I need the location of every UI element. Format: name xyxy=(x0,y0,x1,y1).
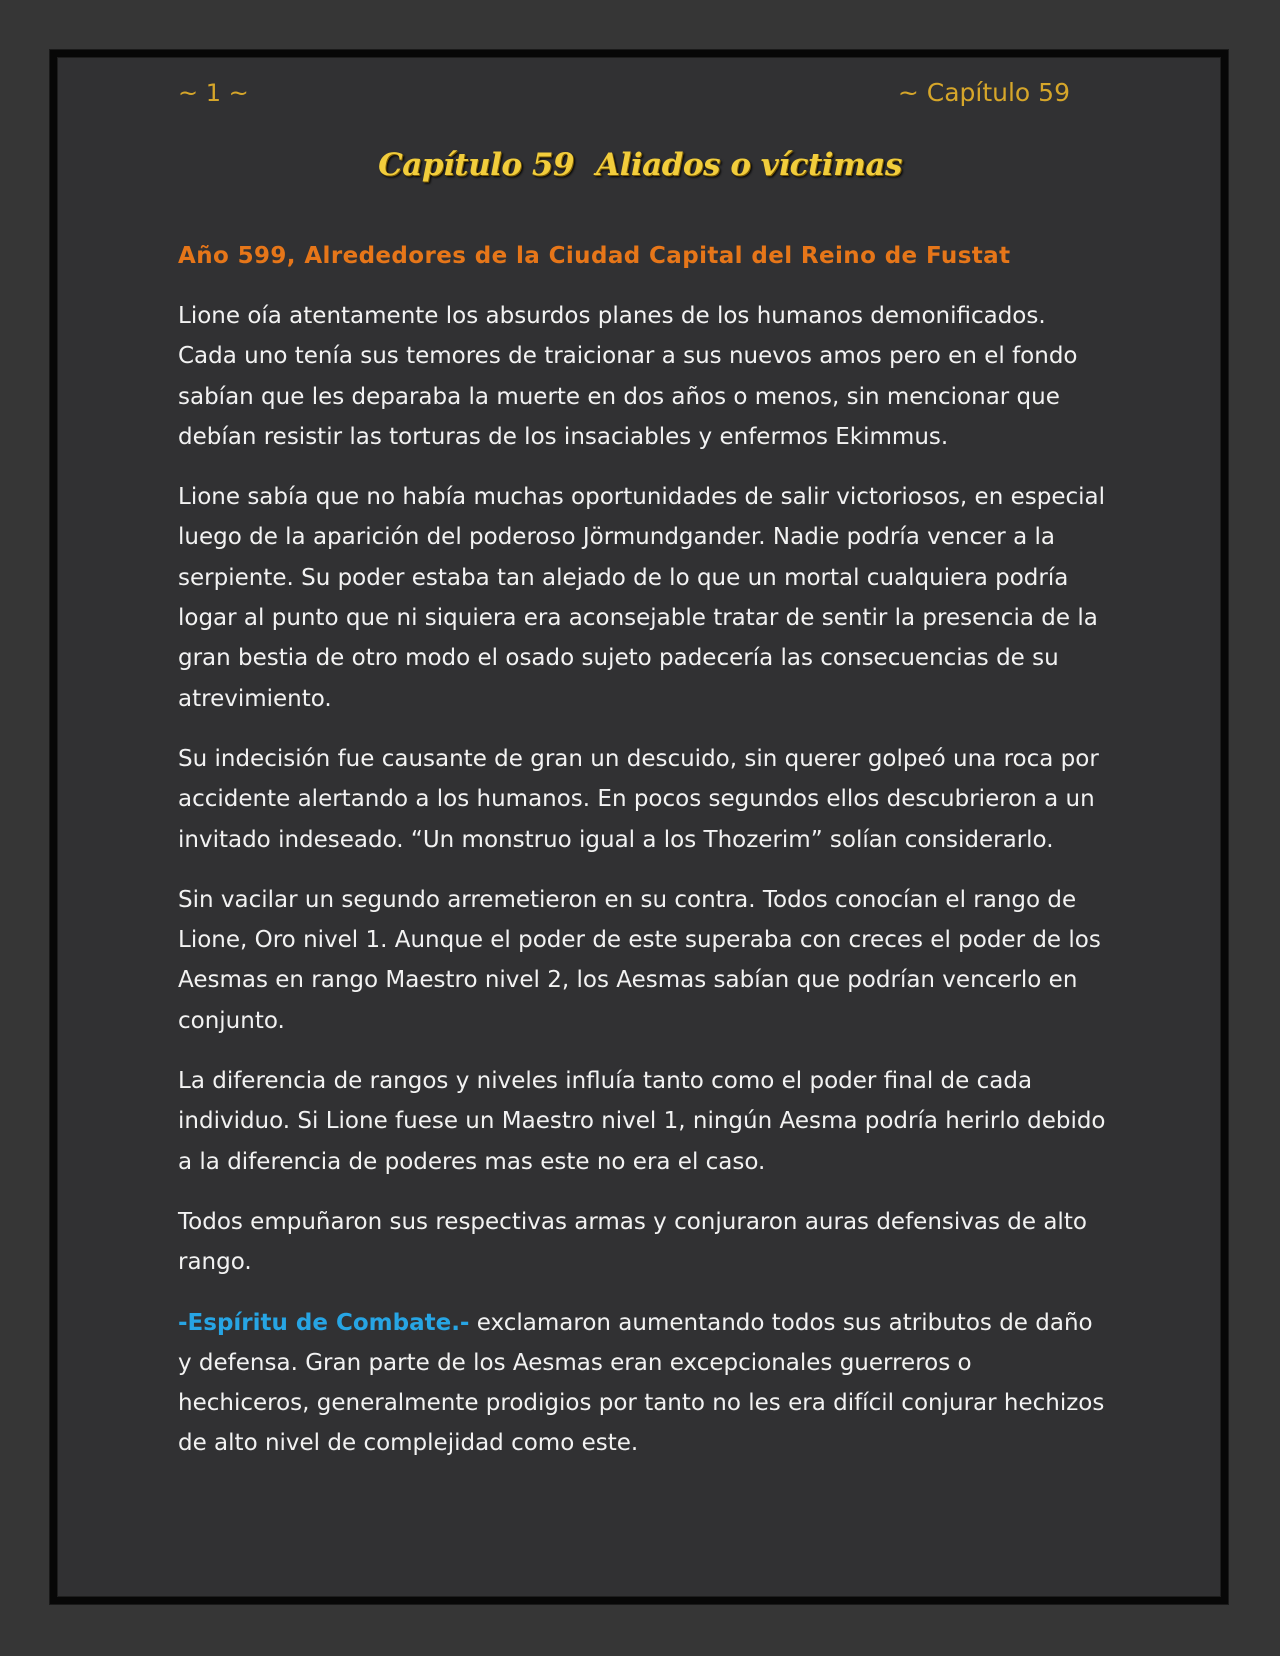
chapter-body xyxy=(178,296,1108,1484)
page-number: ~ 1 ~ xyxy=(178,79,249,107)
paragraph-7-text: exclamaron aumentando todos sus atributos de daño y defensa. Gran parte de los Aesmas eran excepcionales guerreros o hechiceros, generalmente prodigios por tanto no les era difícil conjurar hechizos de alto nivel de complejidad como este. xyxy=(178,1309,1105,1457)
chapter-title xyxy=(0,144,1280,186)
spell-name: -Espíritu de Combate.- xyxy=(178,1309,470,1336)
paragraph-7 xyxy=(178,1303,1108,1464)
paragraph-3: Su indecisión fue causante de gran un descuido, sin querer golpeó una roca por accidente alertando a los humanos. En pocos segundos ellos descubrieron a un invitado indeseado. “Un monstruo igual a los Thozerim” solían considerarlo. xyxy=(178,745,1099,853)
paragraph-4: Sin vacilar un segundo arremetieron en su contra. Todos conocían el rango de Lione, Oro nivel 1. Aunque el poder de este superaba con creces el poder de los Aesmas en rango Maestro nivel 2, los Aesmas sabían que podrían vencerlo en conjunto. xyxy=(178,886,1101,1034)
paragraph-5: La diferencia de rangos y niveles influía tanto como el poder final de cada individuo. Si Lione fuese un Maestro nivel 1, ningún Aesma podría herirlo debido a la diferencia de poderes mas este no era el caso. xyxy=(178,1068,1106,1175)
chapter-label: ~ Capítulo 59 xyxy=(897,78,1070,107)
paragraph-6: Todos empuñaron sus respectivas armas y conjuraron auras defensivas de alto rango. xyxy=(178,1208,1087,1276)
paragraph-1: Lione oía atentamente los absurdos planes de los humanos demonificados. Cada uno tenía sus temores de traicionar a sus nuevos amos pero en el fondo sabían que les deparaba la muerte en dos años o menos, sin mencionar que debían resistir las torturas de los insaciables y enfermos Ekimmus. xyxy=(178,303,1078,450)
chapter-title-number: Capítulo 59 xyxy=(378,147,575,183)
paragraph-2: Lione sabía que no había muchas oportunidades de salir victoriosos, en especial luego de la aparición del poderoso Jörmundgander. Nadie podría vencer a la serpiente. Su poder estaba tan alejado de lo que un mortal cualquiera podría logar al punto que ni siquiera era aconsejable tratar de sentir la presencia de la gran bestia de otro modo el osado sujeto padecería las consecuencias de su atrevimiento. xyxy=(178,484,1105,712)
location-heading: Año 599, Alrededores de la Ciudad Capital del Reino de Fustat xyxy=(178,243,1011,269)
chapter-title-name: Aliados o víctimas xyxy=(596,147,902,183)
